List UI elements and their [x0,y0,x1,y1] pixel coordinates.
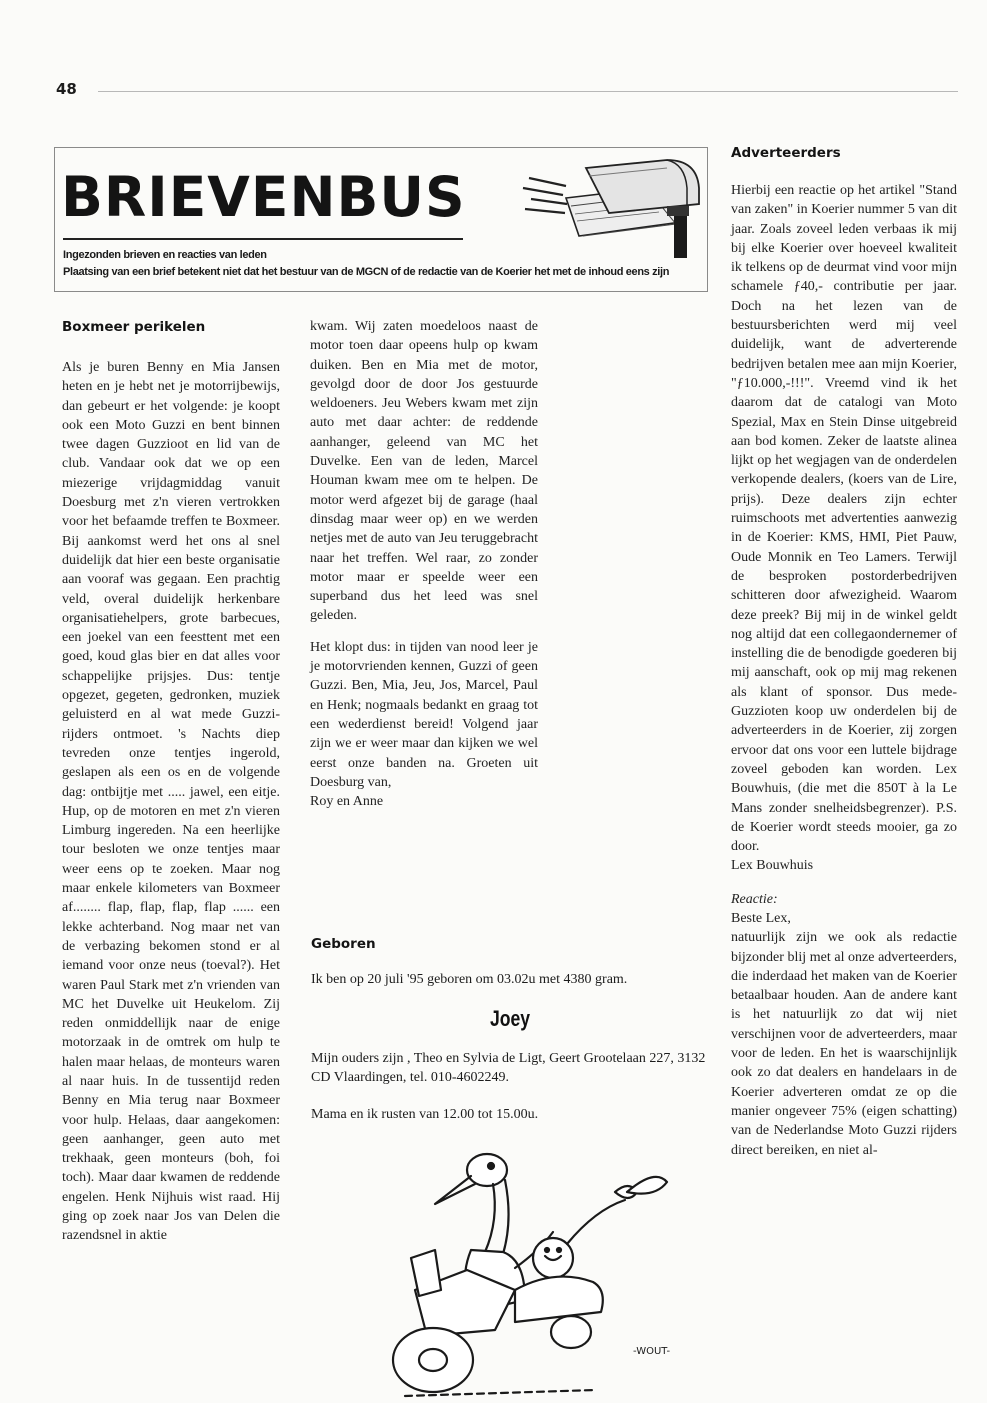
parents-info: Mijn ouders zijn , Theo en Sylvia de Ligt, Geert Grootelaan 227, 3132 CD Vlaardingen, tel. 010-4602249. [311,1051,706,1086]
reactie-greeting: Beste Lex, [731,910,791,926]
article-heading-boxmeer: Boxmeer perikelen [62,319,206,335]
article-column-2 [310,317,538,811]
article-column-1 [62,358,280,1246]
masthead-disclaimer: Plaatsing van een brief betekent niet dat het bestuur van de MGCN of de redactie van de Koerier het met de inhoud eens zijn [63,266,670,278]
section-title: BRIEVENBUS [61,165,466,229]
rest-hours: Mama en ik rusten van 12.00 tot 15.00u. [311,1107,539,1122]
reactie-label: Reactie: [731,891,778,907]
article-heading-adverteerders: Adverteerders [731,145,841,161]
article-signature: Roy en Anne [310,794,384,810]
article-paragraph: kwam. Wij zaten moedeloos naast de motor toen daar opeens hulp op kwam duiken. Ben en Mia met de motor, gevolgd door de door Jos gestuurde weldoeners. Jeu Webers kwam met zijn auto met daar achter: de reddende aanhanger, geleend van MC het Duvelke. Een van de leden, Marcel Houman kwam mee om te helpen. De motor werd afgezet bij de garage (haal dinsdag maar weer op) en we werden netjes met de auto van Jeu teruggebracht naar het treffen. Wel raar, zo zonder motor maar er speelde weer een superband dus het leed was snel geleden. [310,319,538,624]
baby-name: Joey [489,1006,531,1031]
article-column-3 [731,181,957,1160]
article-heading-geboren: Geboren [311,936,376,952]
article-paragraph: Als je buren Benny en Mia Jansen heten en je hebt net je motorrijbewijs, dan gebeurt er het volgende: je koopt ook een Moto Guzzi en bent binnen twee dagen Guzzioot en lid van de club. Vandaar ook dat we op een miezerige vrijdagmiddag vanuit Doesburg met z'n vieren vertrokken voor het befaamde treffen te Boxmeer. Bij aankomst werd het ons al snel duidelijk dat hier een beste organisatie aan vooraf was gegaan. Een prachtig veld, overal duidelijk herkenbare organisatiehelpers, grote barbecues, een joekel van een feesttent met een goed, koud glas bier en dat alles voor schappelijke prijsjes. Dus: tentje opgezet, gegeten, gedronken, muziek geluisterd en al wat mede Guzzi-rijders ontmoet. 's Nachts diep tevreden onze tentjes ingerold, geslapen als een os en de volgende dag: ontbijtje met ..... jawel, een eitje. Hup, op de motoren en met z'n vieren Limburg ingereden. Na een heerlijke tour besloten we onze tentjes maar weer eens op te zoeken. Maar nog maar enkele kilometers van Boxmeer af........ flap, flap, flap, flap ...... een lekke achterband. Nog maar net van de verbazing bekomen stond er al iemand voor onze neus (toeval?). Het waren Paul Stark met z'n vrienden van MC het Duvelke uit Heukelom. Zij reden onmiddellijk naar de enige motorzaak in de omtrek om hulp te halen maar helaas, de monteurs waren al naar huis. In de tussentijd reden Benny en Mia terug naar Boxmeer voor hulp. Helaas, daar aangekomen: geen aanhanger, geen auto met trekhaak, geen monteurs (boh, foi toch). Maar daar kwamen de reddende engelen. Henk Nijhuis wist raad. Hij ging op zoek naar Jos van Delen die razendsnel in aktie [62,360,280,1244]
header-rule [98,91,958,92]
artist-signature: -WOUT- [633,1346,671,1357]
letter-signature: Lex Bouwhuis [731,858,814,874]
birth-announcement: Ik ben op 20 juli '95 geboren om 03.02u met 4380 gram. [311,972,628,987]
reactie-paragraph: natuurlijk zijn we ook als redactie bijzonder blij met al onze adverteerders, die inderdaad het maken van de Koerier betaalbaar houden. Aan de andere kant is het natuurlijk zo dat wij niet verschijnen voor de adverteerders, maar voor de leden. En het is waarschijnlijk ook zo dat dealers en handelaars in de Koerier adverteren omdat ze op die manier ongeveer 75% (eigen schatting) van de Nederlandse Moto Guzzi rijders direct bereiken, en niet al- [731,930,957,1158]
brievenbus-masthead [54,147,708,292]
title-underline [63,238,463,240]
letter-paragraph: Hierbij een reactie op het artikel "Stand van zaken" in Koerier nummer 5 van dit jaar. Zoals zoveel leden verbaas ik mij bij elke Koerier over hoeveel kwaliteit ik telkens op de deurmat vind voor mijn schamele ƒ40,- contributie per jaar. Doch na het lezen van de bestuursberichten werd mij veel duidelijk, want de adverterende bedrijven betalen mee aan mijn Koerier, "ƒ10.000,-!!!". Vreemd vind ik het daarom dat de catalogi van Moto Spezial, Max en Stein Dinse uitgebreid aan bod komen. Zeker de laatste alinea lijkt op het wegjagen van de onderdelen verkopende dealers, (koers van de Lire, prijs). Deze dealers zijn echter ruimschoots met advertenties aanwezig in de Koerier: KMS, HMI, Piet Pauw, Oude Monnik en Teo Lamers. Terwijl de besproken postorderbedrijven schitteren door afwezigheid. Waarom deze preek? Bij mij in de winkel geldt nog altijd dat een collegaondernemer of instelling die de benodigde goederen bij mij aanschaft, ook op mij mag rekenen als klant of sponsor. Dus mede-Guzzioten koop uw onderdelen bij de adverteerders in de Koerier, zij zorgen ervoor dat ons voor een luttele bijdrage zoveel geboden kan worden. Lex Bouwhuis, (die met die 850T à la Le Mans zonder snelheidsbegrenzer). P.S. de Koerier wordt steeds mooier, ga zo door. [731,183,957,855]
page-number: 48 [56,80,77,98]
masthead-subtitle: Ingezonden brieven en reacties van leden [63,249,267,261]
stork-motorcycle-illustration [375,1140,675,1400]
mailbox-icon [471,158,701,258]
article-paragraph: Het klopt dus: in tijden van nood leer je je motorvrienden kennen, Guzzi of geen Guzzi. Ben, Mia, Jeu, Jos, Marcel, Paul en Henk; nogmaals bedankt en graag tot een wederdienst bereid! Volgend jaar zijn we er weer maar dan kijken we wel eerst onze banden na. Groeten uit Doesburg van, [310,639,538,790]
